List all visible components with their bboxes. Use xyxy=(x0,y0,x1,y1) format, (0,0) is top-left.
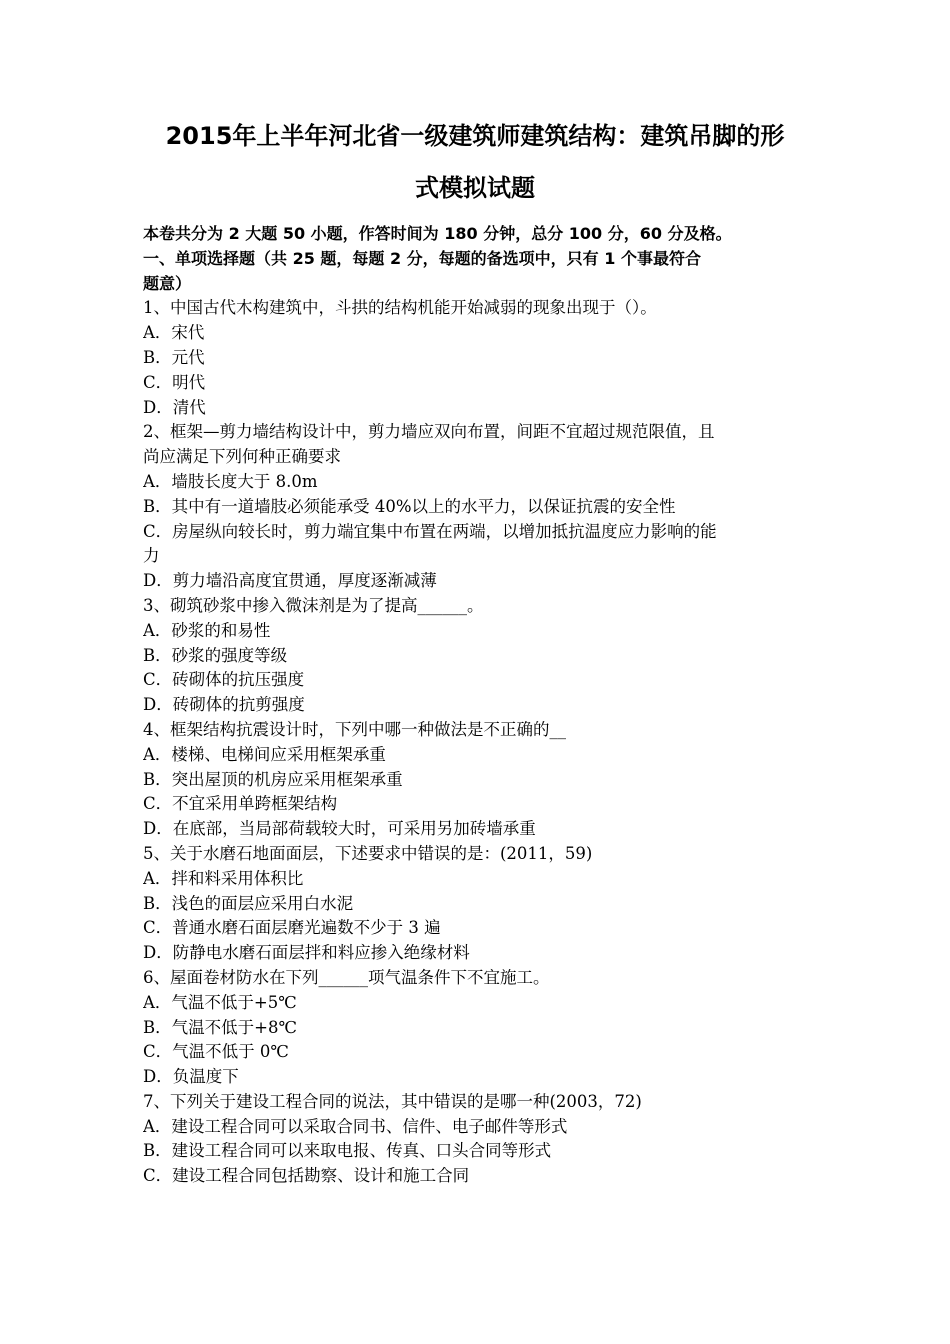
answer-option: C．气温不低于 0℃ xyxy=(143,1042,289,1062)
question-item xyxy=(143,966,811,1090)
question-item xyxy=(143,1090,811,1189)
answer-option: B．其中有一道墙肢必须能承受 40%以上的水平力，以保证抗震的安全性 xyxy=(143,496,676,516)
exam-intro: 本卷共分为 2 大题 50 小题，作答时间为 180 分钟，总分 100 分，60 分及格。 xyxy=(143,224,732,243)
answer-option: A．墙肢长度大于 8.0m xyxy=(143,471,318,491)
answer-option: C．房屋纵向较长时，剪力端宜集中布置在两端，以增加抵抗温度应力影响的能 xyxy=(143,521,717,541)
question-item xyxy=(143,420,811,594)
question-stem: 4、框架结构抗震设计时，下列中哪一种做法是不正确的__ xyxy=(143,719,566,739)
question-item xyxy=(143,594,811,718)
answer-option: C．建设工程合同包括勘察、设计和施工合同 xyxy=(143,1166,470,1186)
answer-option: B．突出屋顶的机房应采用框架承重 xyxy=(143,769,403,789)
question-stem: 6、屋面卷材防水在下列______项气温条件下不宜施工。 xyxy=(143,967,550,987)
answer-option: A．宋代 xyxy=(143,323,205,343)
answer-option: D．防静电水磨石面层拌和料应掺入绝缘材料 xyxy=(143,943,470,963)
question-item xyxy=(143,296,811,420)
document-body xyxy=(143,222,811,1189)
answer-option: C．不宜采用单跨框架结构 xyxy=(143,794,338,814)
answer-option: A．建设工程合同可以采取合同书、信件、电子邮件等形式 xyxy=(143,1116,568,1136)
answer-option: D．剪力墙沿高度宜贯通，厚度逐渐减薄 xyxy=(143,571,437,591)
document-title-line-2: 式模拟试题 xyxy=(415,174,535,202)
answer-option: C．砖砌体的抗压强度 xyxy=(143,670,305,690)
question-stem: 7、下列关于建设工程合同的说法，其中错误的是哪一种(2003，72) xyxy=(143,1091,642,1111)
answer-option: B．浅色的面层应采用白水泥 xyxy=(143,893,354,913)
question-item xyxy=(143,842,811,966)
answer-option: C．明代 xyxy=(143,372,206,392)
answer-option: D．在底部，当局部荷载较大时，可采用另加砖墙承重 xyxy=(143,819,536,839)
answer-option: C．普通水磨石面层磨光遍数不少于 3 遍 xyxy=(143,918,441,938)
answer-option: B．气温不低于+8℃ xyxy=(143,1017,297,1037)
question-stem: 尚应满足下列何种正确要求 xyxy=(143,447,341,467)
question-stem: 1、中国古代木构建筑中，斗拱的结构机能开始减弱的现象出现于（）。 xyxy=(143,298,657,318)
question-stem: 5、关于水磨石地面面层，下述要求中错误的是：(2011，59) xyxy=(143,843,593,863)
section-heading-line-2: 题意） xyxy=(143,273,192,293)
answer-option-continuation: 力 xyxy=(143,546,160,566)
answer-option: A．气温不低于+5℃ xyxy=(143,992,297,1012)
answer-option: A．楼梯、电梯间应采用框架承重 xyxy=(143,744,386,764)
answer-option: B．砂浆的强度等级 xyxy=(143,645,288,665)
answer-option: B．元代 xyxy=(143,347,205,367)
answer-option: A．砂浆的和易性 xyxy=(143,620,271,640)
section-heading-line-1: 一、单项选择题（共 25 题，每题 2 分，每题的备选项中，只有 1 个事最符合 xyxy=(143,248,701,268)
answer-option: B．建设工程合同可以来取电报、传真、口头合同等形式 xyxy=(143,1141,552,1161)
question-stem: 2、框架—剪力墙结构设计中，剪力墙应双向布置，间距不宜超过规范限值，且 xyxy=(143,422,715,442)
question-list xyxy=(143,296,811,1189)
answer-option: D．清代 xyxy=(143,397,206,417)
question-stem: 3、砌筑砂浆中掺入微沫剂是为了提高______。 xyxy=(143,595,484,615)
answer-option: D．砖砌体的抗剪强度 xyxy=(143,695,305,715)
answer-option: A．拌和料采用体积比 xyxy=(143,868,304,888)
document-title-line-1: 2015年上半年河北省一级建筑师建筑结构：建筑吊脚的形 xyxy=(165,122,785,150)
answer-option: D．负温度下 xyxy=(143,1067,239,1087)
question-item xyxy=(143,718,811,842)
